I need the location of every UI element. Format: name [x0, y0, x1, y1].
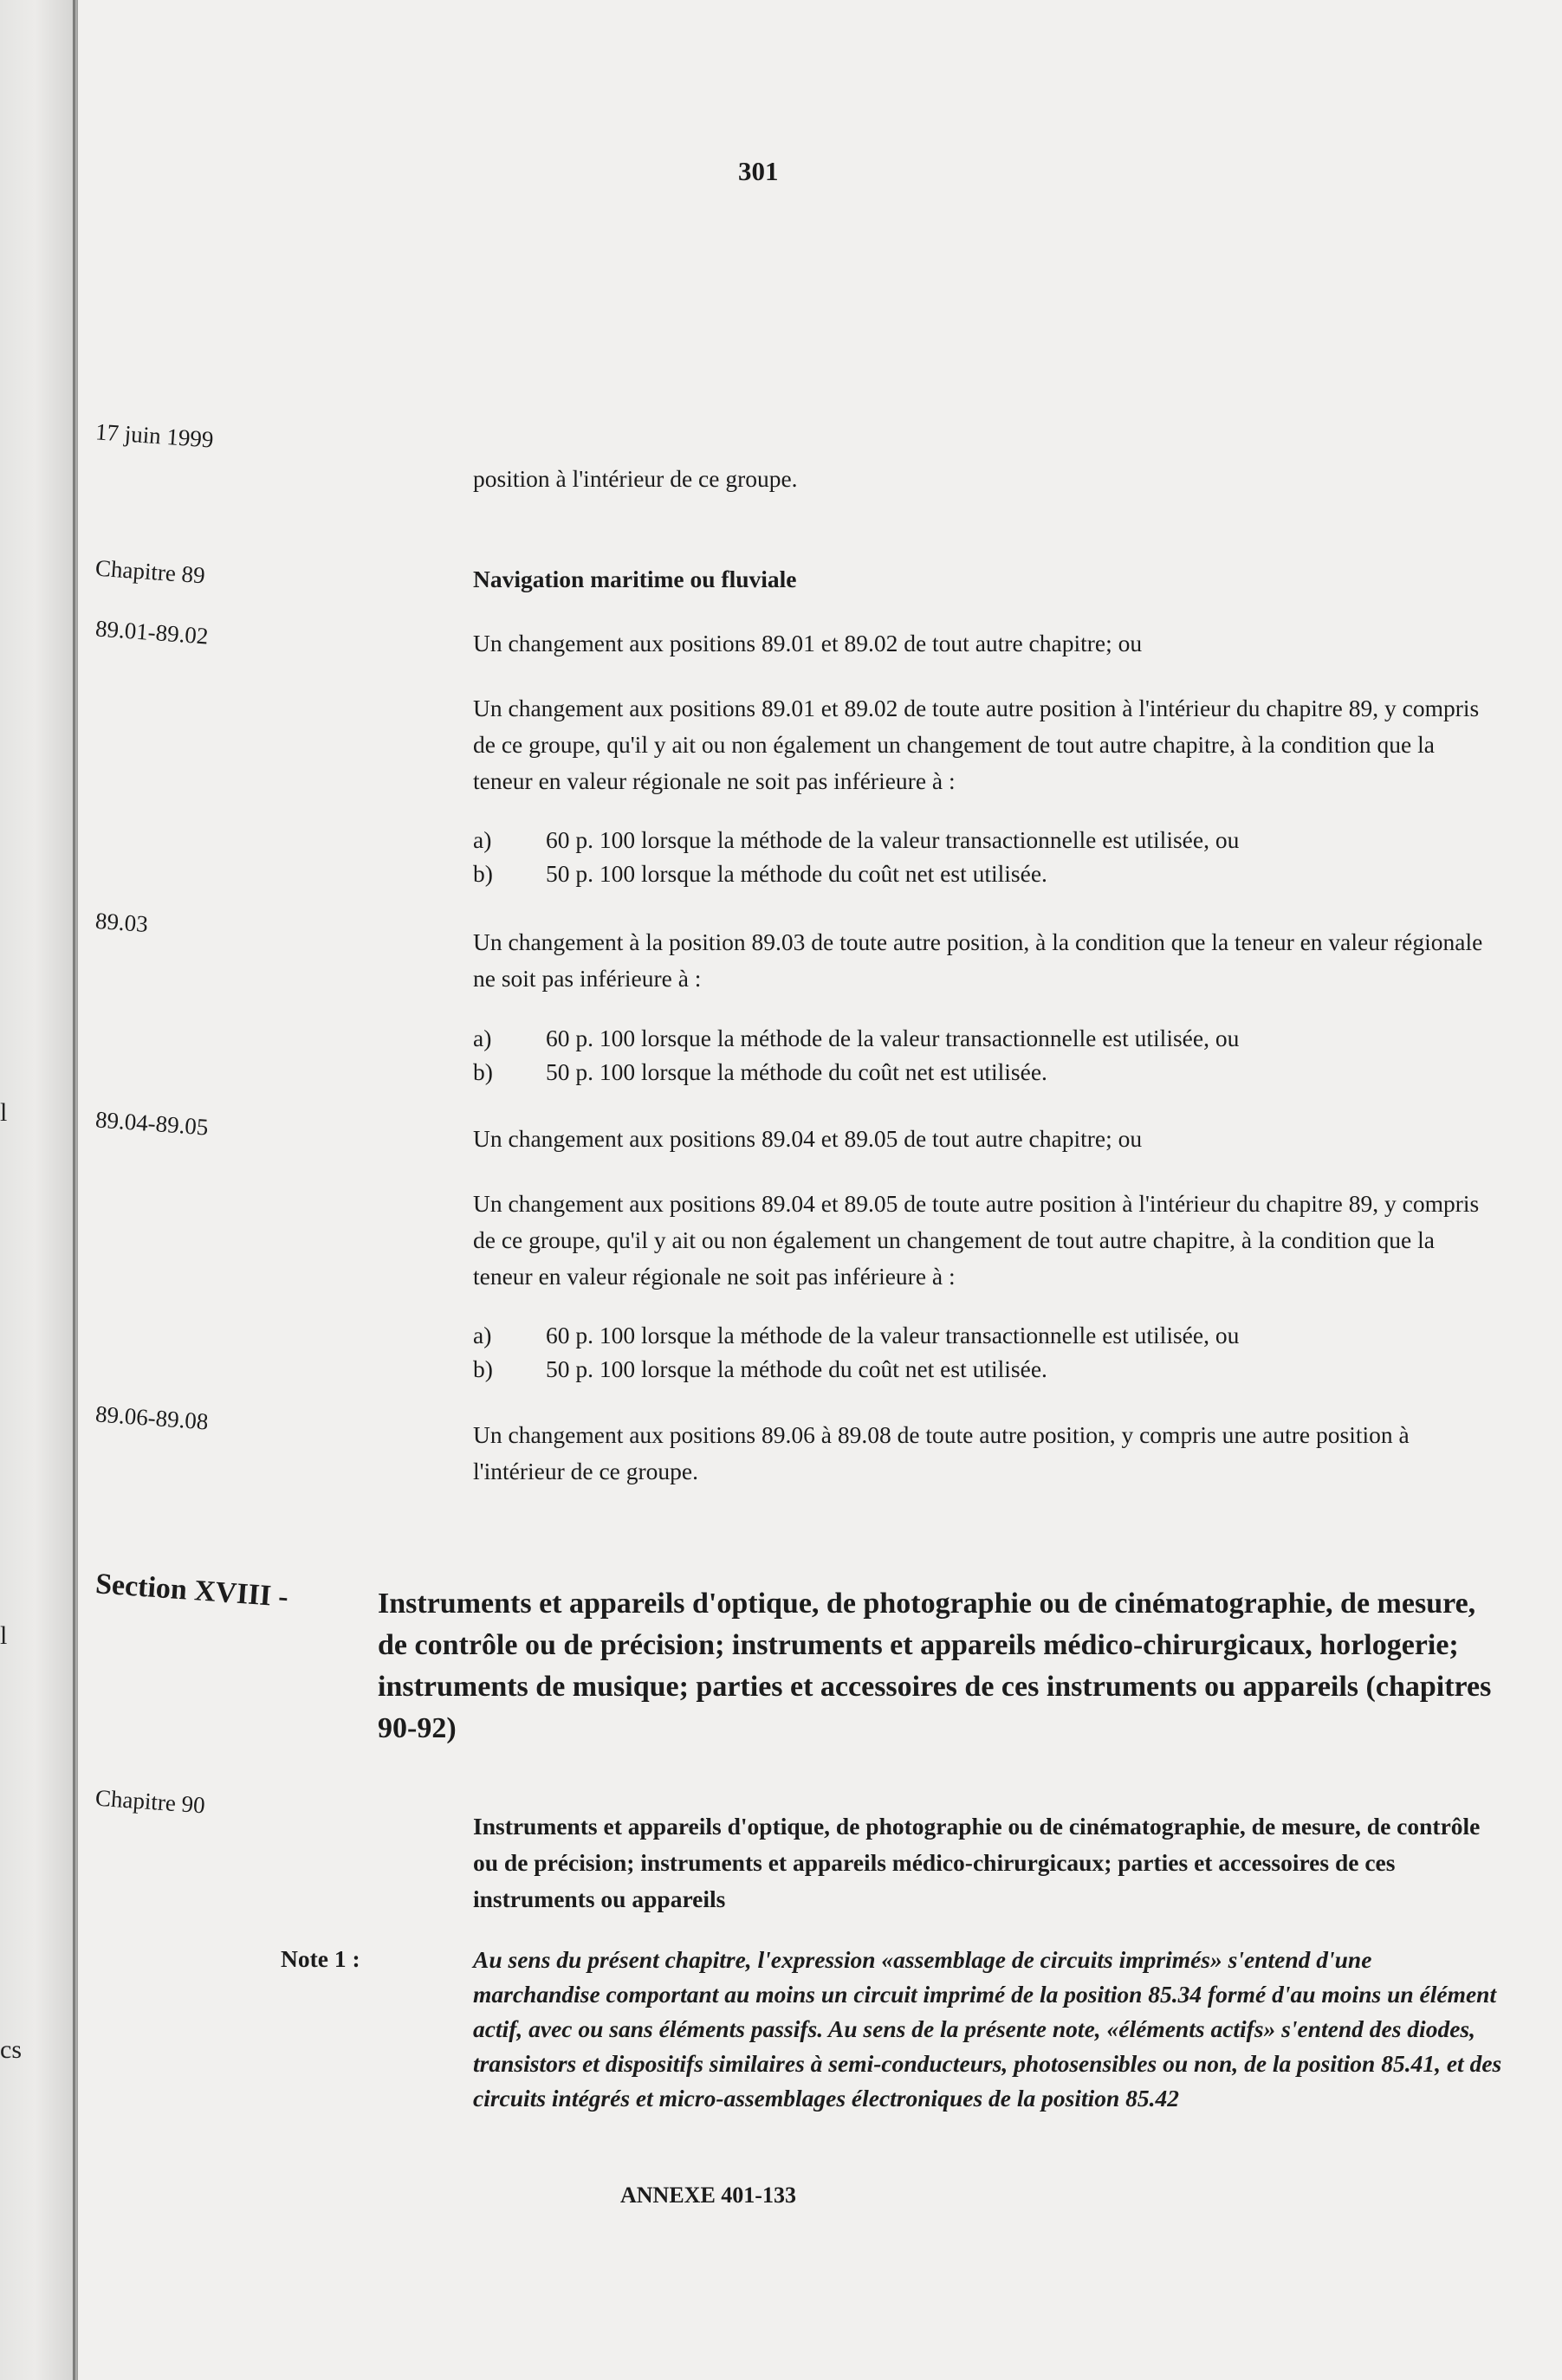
position-label-89-03: 89.03	[94, 907, 149, 938]
edge-glyph: cs	[0, 2035, 22, 2064]
list-item: b) 50 p. 100 lorsque la méthode du coût net est utilisée.	[473, 1355, 1047, 1382]
rule-89-01-b: Un changement aux positions 89.01 et 89.02 de toute autre position à l'intérieur du chapitre 89, y compris de ce groupe, qu'il y ait ou non également un changement de tout autre chapitre, à la condition que la teneur en valeur régionale ne soit pas inférieure à :	[473, 695, 1480, 794]
rule-89-04-a: Un changement aux positions 89.04 et 89.05 de tout autre chapitre; ou	[473, 1125, 1143, 1152]
list-item: b) 50 p. 100 lorsque la méthode du coût net est utilisée.	[473, 1058, 1047, 1085]
section-label: Section XVIII -	[94, 1568, 289, 1614]
list-item: a) 60 p. 100 lorsque la méthode de la valeur transactionnelle est utilisée, ou	[473, 826, 1240, 853]
list-item: a) 60 p. 100 lorsque la méthode de la valeur transactionnelle est utilisée, ou	[473, 1322, 1240, 1348]
chapter-90-title: Instruments et appareils d'optique, de photographie ou de cinématographie, de mesure, de contrôle ou de précision; instruments et appareils médico-chirurgicaux; parties et accessoires de ces instruments ou appareils	[473, 1813, 1481, 1912]
position-label-89-04: 89.04-89.05	[94, 1106, 210, 1141]
edge-glyph: l	[0, 1098, 8, 1127]
section-title: Instruments et appareils d'optique, de photographie ou de cinématographie, de mesure, de contrôle ou de précision; instruments et appareils médico-chirurgicaux, horlogerie; instruments de musique; parties et accessoires de ces instruments ou appareils (chapitres 90-92)	[378, 1588, 1492, 1744]
position-label-89-01: 89.01-89.02	[94, 615, 210, 650]
chapter-89-title: Navigation maritime ou fluviale	[473, 566, 797, 592]
note-label: Note 1 :	[281, 1945, 360, 1972]
page-number: 301	[738, 156, 779, 186]
list-item: a) 60 p. 100 lorsque la méthode de la valeur transactionnelle est utilisée, ou	[473, 1025, 1240, 1051]
rule-89-04-b: Un changement aux positions 89.04 et 89.05 de toute autre position à l'intérieur du chapitre 89, y compris de ce groupe, qu'il y ait ou non également un changement de tout autre chapitre, à la condition que la teneur en valeur régionale ne soit pas inférieure à :	[473, 1190, 1480, 1290]
continued-text: position à l'intérieur de ce groupe.	[473, 465, 798, 492]
note-text: Au sens du présent chapitre, l'expression «assemblage de circuits imprimés» s'entend d'une marchandise comportant au moins un circuit imprimé de la position 85.34 formé d'au moins un élément actif, avec ou sans éléments passifs. Au sens de la présente note, «éléments actifs» s'entend des diodes, transistors et dispositifs similaires à semi-conducteurs, photosensibles ou non, de la position 85.41, et des circuits intégrés et micro-assemblages électroniques de la position 85.42	[473, 1946, 1502, 2112]
gutter-line	[73, 0, 75, 2380]
rule-89-06: Un changement aux positions 89.06 à 89.08 de toute autre position, y compris une autre position à l'intérieur de ce groupe.	[473, 1421, 1410, 1484]
position-label-89-06: 89.06-89.08	[94, 1400, 210, 1435]
rule-89-01-a: Un changement aux positions 89.01 et 89.02 de tout autre chapitre; ou	[473, 630, 1143, 656]
list-item: b) 50 p. 100 lorsque la méthode du coût net est utilisée.	[473, 860, 1047, 887]
chapter-89-label: Chapitre 89	[94, 554, 206, 589]
rule-89-03: Un changement à la position 89.03 de toute autre position, à la condition que la teneur en valeur régionale ne soit pas inférieure à :	[473, 928, 1483, 992]
chapter-90-label: Chapitre 90	[94, 1784, 206, 1819]
annex-footer: ANNEXE 401-133	[620, 2183, 796, 2208]
date-label: 17 juin 1999	[94, 418, 215, 453]
binding-shadow	[0, 0, 78, 2380]
edge-glyph: l	[0, 1621, 8, 1650]
